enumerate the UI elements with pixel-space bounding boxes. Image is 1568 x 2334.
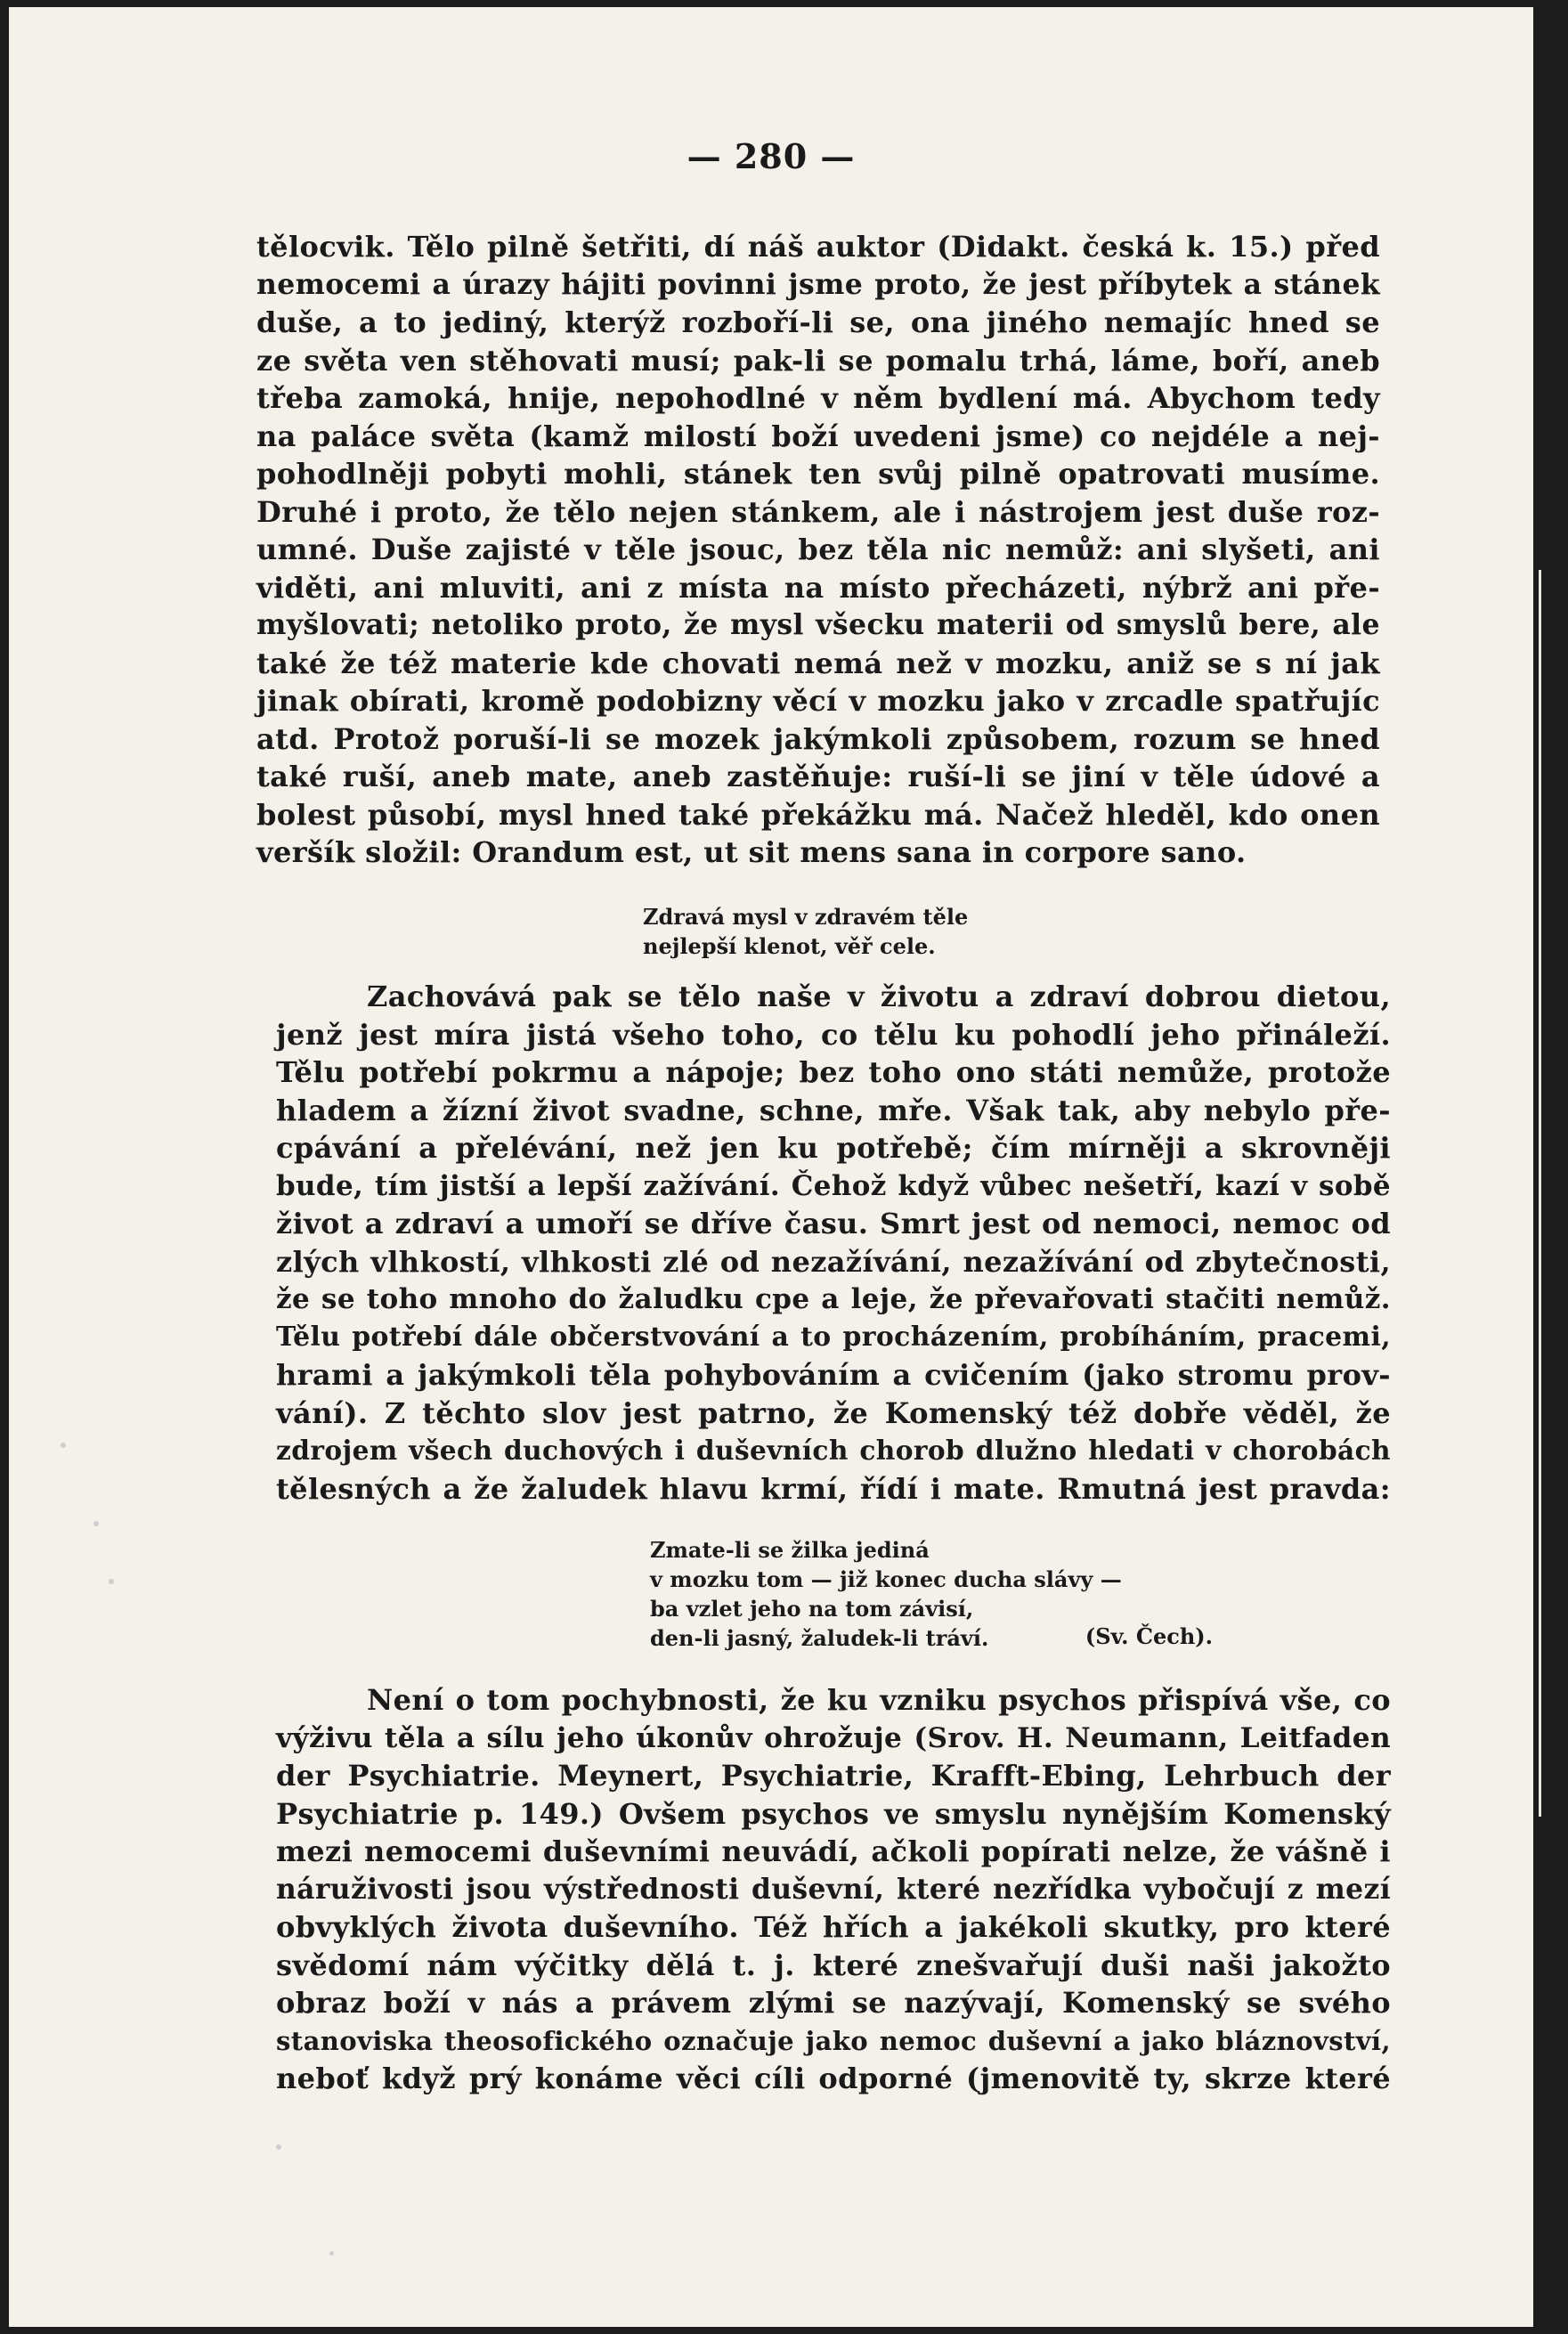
text-line: Tělu potřebí dále občerstvování a to procházením, probíháním, pracemi, bbox=[276, 1321, 1391, 1353]
text-line: na paláce světa (kamž milostí boží uvedeni jsme) co nejdéle a nej- bbox=[256, 419, 1380, 453]
verse-line: nejlepší klenot, věř cele. bbox=[643, 933, 936, 959]
scan-speck bbox=[329, 2251, 334, 2256]
text-line: také že též materie kde chovati nemá než v mozku, aniž se s ní jak bbox=[256, 646, 1380, 680]
text-line: hrami a jakýmkoli těla pohybováním a cvičením (jako stromu prov- bbox=[276, 1358, 1391, 1392]
text-line: výživu těla a sílu jeho úkonův ohrožuje (Srov. H. Neumann, Leitfaden bbox=[276, 1721, 1391, 1754]
scan-speck bbox=[93, 1521, 99, 1526]
text-line: také ruší, aneb mate, aneb zastěňuje: ruší-li se jiní v těle údové a bbox=[256, 760, 1380, 793]
text-line: třeba zamoká, hnije, nepohodlné v něm bydlení má. Abychom tedy bbox=[256, 381, 1380, 415]
text-line: náruživosti jsou výstřednosti duševní, které nezřídka vybočují z mezí bbox=[276, 1873, 1391, 1906]
text-line: bude, tím jistší a lepší zažívání. Čehož když vůbec nešetří, kazí v sobě bbox=[276, 1169, 1391, 1202]
text-line: nemocemi a úrazy hájiti povinni jsme proto, že jest příbytek a stánek bbox=[256, 267, 1380, 301]
text-line: obvyklých života duševního. Též hřích a jakékoli skutky, pro které bbox=[276, 1910, 1391, 1944]
verse-quote-1 bbox=[643, 902, 968, 961]
text-line: Druhé i proto, že tělo nejen stánkem, ale i nástrojem jest duše roz- bbox=[256, 494, 1380, 529]
text-line: jinak obírati, kromě podobizny věcí v mozku jako v zrcadle spatřujíc bbox=[256, 684, 1380, 718]
text-line: mezi nemocemi duševními neuvádí, ačkoli popírati nelze, že vášně i bbox=[276, 1834, 1391, 1868]
text-line: tělesných a že žaludek hlavu krmí, řídí i mate. Rmutná jest pravda: bbox=[276, 1471, 1391, 1506]
paragraph-3 bbox=[276, 1681, 1391, 2098]
scan-speck bbox=[61, 1443, 66, 1448]
text-line: tělocvik. Tělo pilně šetřiti, dí náš auktor (Didakt. česká k. 15.) před bbox=[256, 230, 1380, 264]
text-line: život a zdraví a umoří se dříve času. Smrt jest od nemoci, nemoc od bbox=[276, 1207, 1391, 1240]
verse-line: ba vzlet jeho na tom závisí, bbox=[650, 1596, 974, 1622]
verse-line: den-li jasný, žaludek-li tráví. bbox=[650, 1625, 989, 1651]
verse-source: (Sv. Čech). bbox=[1085, 1623, 1213, 1649]
verse-quote-2 bbox=[650, 1535, 1213, 1653]
text-line: umné. Duše zajisté v těle jsouc, bez těla nic nemůž: ani slyšeti, ani bbox=[256, 533, 1380, 566]
text-line: Tělu potřebí pokrmu a nápoje; bez toho ono státi nemůže, protože bbox=[276, 1055, 1391, 1089]
text-line: atd. Protož poruší-li se mozek jakýmkoli způsobem, rozum se hned bbox=[256, 721, 1380, 756]
text-line: Není o tom pochybnosti, že ku vzniku psychos přispívá vše, co bbox=[367, 1683, 1391, 1717]
text-line: cpávání a přelévání, než jen ku potřebě; čím mírněji a skrovněji bbox=[276, 1131, 1391, 1165]
verse-line: Zmate-li se žilka jediná bbox=[650, 1537, 930, 1563]
text-line: der Psychiatrie. Meynert, Psychiatrie, Krafft-Ebing, Lehrbuch der bbox=[276, 1759, 1391, 1793]
text-line: neboť když prý konáme věci cíli odporné (jmenovitě ty, skrze které bbox=[276, 2062, 1391, 2095]
text-line: ze světa ven stěhovati musí; pak-li se pomalu trhá, láme, boří, aneb bbox=[256, 343, 1380, 378]
text-line: myšlovati; netoliko proto, že mysl všecku materii od smyslů bere, ale bbox=[256, 608, 1380, 641]
text-line: Psychiatrie p. 149.) Ovšem psychos ve smyslu nynějším Komenský bbox=[276, 1796, 1391, 1831]
text-line: že se toho mnoho do žaludku cpe a leje, že převařovati stačiti nemůž. bbox=[276, 1283, 1391, 1315]
text-line: duše, a to jediný, kterýž rozboří-li se, ona jiného nemajíc hned se bbox=[256, 305, 1380, 339]
text-line: zlých vlhkostí, vlhkosti zlé od nezažívání, nezažívání od zbytečnosti, bbox=[276, 1244, 1391, 1279]
text-line: hladem a žízní život svadne, schne, mře. Však tak, aby nebylo pře- bbox=[276, 1093, 1391, 1127]
book-page bbox=[9, 7, 1533, 2327]
verse-line: v mozku tom — již konec ducha slávy — bbox=[650, 1566, 1122, 1592]
text-line: bolest působí, mysl hned také překážku má. Načež hleděl, kdo onen bbox=[256, 797, 1380, 832]
text-line: viděti, ani mluviti, ani z místa na místo přecházeti, nýbrž ani pře- bbox=[256, 570, 1380, 605]
text-line: stanoviska theosofického označuje jako nemoc duševní a jako bláznovství, bbox=[276, 2025, 1391, 2056]
text-line: pohodlněji pobyti mohli, stánek ten svůj pilně opatrovati musíme. bbox=[256, 457, 1380, 491]
text-line: veršík složil: Orandum est, ut sit mens sana in corpore sano. bbox=[256, 835, 1247, 869]
scan-speck bbox=[109, 1579, 114, 1584]
text-line: jenž jest míra jistá všeho toho, co tělu ku pohodlí jeho přináleží. bbox=[276, 1017, 1391, 1052]
verse-line: Zdravá mysl v zdravém těle bbox=[643, 904, 969, 930]
text-line: vání). Z těchto slov jest patrno, že Komenský též dobře věděl, že bbox=[276, 1395, 1391, 1430]
text-line: obraz boží v nás a právem zlými se nazývají, Komenský se svého bbox=[276, 1986, 1391, 2020]
paragraph-2 bbox=[276, 978, 1391, 1508]
page-edge bbox=[1539, 570, 1541, 1817]
paragraph-1 bbox=[256, 228, 1380, 872]
scan-speck bbox=[276, 2144, 281, 2150]
text-line: svědomí nám výčitky dělá t. j. které znešvařují duši naši jakožto bbox=[276, 1948, 1391, 1982]
text-line: zdrojem všech duchových i duševních chorob dlužno hledati v chorobách bbox=[276, 1435, 1391, 1466]
text-line: Zachovává pak se tělo naše v životu a zdraví dobrou dietou, bbox=[367, 980, 1391, 1013]
page-number: — 280 — bbox=[687, 136, 856, 176]
